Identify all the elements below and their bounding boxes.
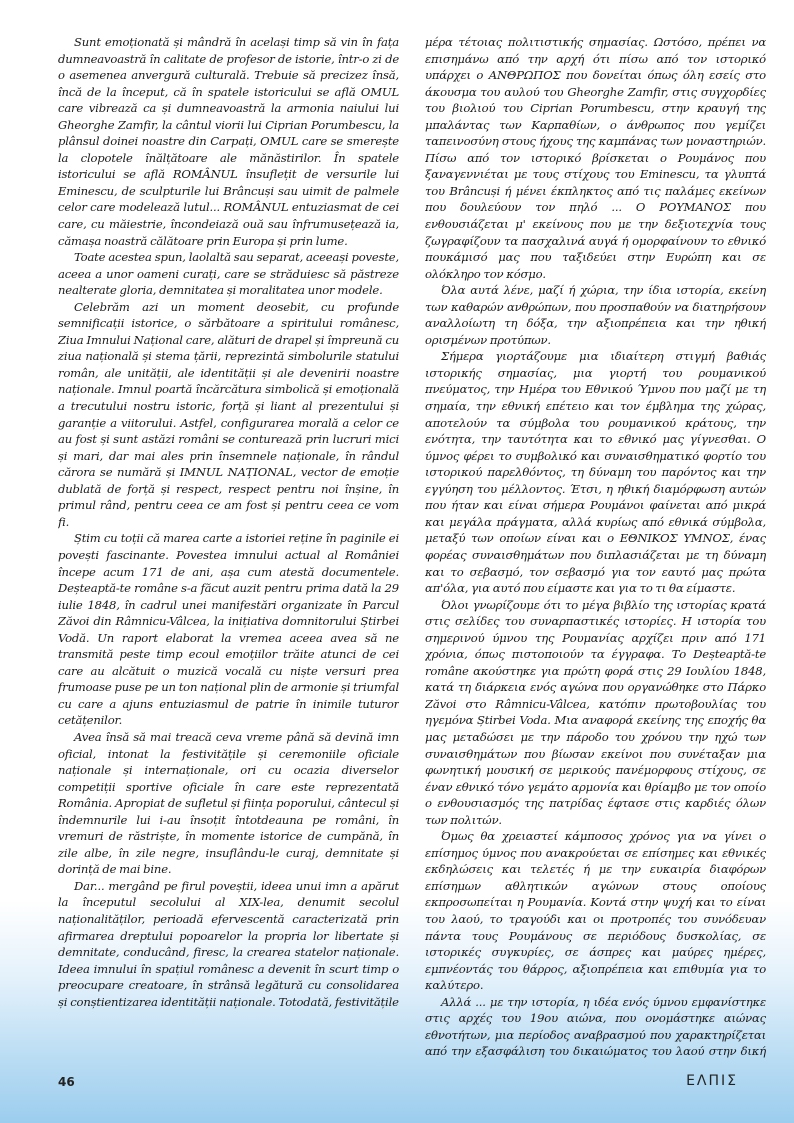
paragraph: Sunt emoționată și mândră în același timp să vin în fața dumneavoastră în calitate de profesor de istorie, într-o zi de o asemenea anvergură culturală. Trebuie să precizez însă, încă de la început, că în spatele istoricului se află OMUL care vibrează ca și dumneavoastră la armonia naiului lui Gheorghe Zamfir, la cântul viorii lui Ciprian Porumbescu, la plânsul doinei noastre din Carpați, OMUL care se smerește la clopotele înălțătoare ale mănăstirilor. În spatele istoricului se află ROMÂNUL însuflețit de versurile lui Eminescu, de sculpturile lui Brâncuși sau uimit de palmele celor care modelează lutul... ROMÂNUL entuziasmat de cei care, cu măiestrie, încondeiază ouă sau înfrumusețează ia, cămașa noastră călătoare prin Europa și prin lume. [58, 35, 399, 248]
paragraph: Știm cu toții că marea carte a istoriei reține în paginile ei povești fascinante. Povestea imnului actual al României începe acum 171 de ani, așa cum atestă documentele. Deșteaptă-te române s-a făcut auzit pentru prima dată la 29 iulie 1848, în cadrul unei manifestări organizate în Parcul Zăvoi din Râmnicu-Vâlcea, la inițiativa domnitorului Știrbei Vodă. Un raport elaborat la vremea aceea avea să ne transmită peste timp ecoul emoțiilor trăite atunci de cei care au alcătuit o muzică vocală cu niște versuri prea frumoase puse pe un ton național plin de armonie și triumfal cu care a ajuns entuziasmul de patrie în inimile tuturor cetățenilor. [58, 531, 399, 728]
page-number: 46 [58, 1075, 75, 1089]
greek-column [425, 34, 766, 1060]
paragraph: Dar... mergând pe firul poveștii, ideea unui imn a apărut la începutul secolului al XIX-lea, denumit secolul naționalităților, perioadă efervescentă caracterizată prin afirmarea dreptului popoarelor la propria lor libertate și demnitate, conducând, firesc, la crearea statelor naționale. Ideea imnului în spațiul românesc a devenit în scurt timp o preocupare creatoare, în strânsă legătură cu consolidarea și conștientizarea identității naționale. Totodată, festivitățile [58, 878, 399, 1009]
paragraph: Avea însă să mai treacă ceva vreme până să devină imn oficial, intonat la festivitățile și ceremoniile oficiale naționale și internaționale, ori cu ocazia diverselor competiții sportive oficiale în care este reprezentată România. Apropiat de sufletul și ființa poporului, cântecul și îndemnurile lui i-au însoțit întotdeauna pe români, în vremuri de răstriște, în momente istorice de cumpănă, în zile albe, în zile negre, insuflându-le curaj, demnitate și dorință de mai bine. [58, 729, 399, 877]
paragraph: Όμως θα χρειαστεί κάμποσος χρόνος για να γίνει ο επίσημος ύμνος που ανακρούεται σε επίσημες και εθνικές εκδηλώσεις και τελετές ή με την ευκαιρία διαφόρων επίσημων αθλητικών αγώνων στους οποίους εκπροσωπείται η Ρουμανία. Κοντά στην ψυχή και το είναι του λαού, το τραγούδι και οι προτροπές του συνόδευαν πάντα τους Ρουμάνους σε περιόδους δυσκολίας, σε ιστορικές συγκυρίες, σε άσπρες και μαύρες ημέρες, εμπνέοντάς του θάρρος, αξιοπρέπεια και επιθυμία για το καλύτερο. [425, 829, 766, 993]
paragraph: Όλοι γνωρίζουμε ότι το μέγα βιβλίο της ιστορίας κρατά στις σελίδες του συναρπαστικές ιστορίες. Η ιστορία του σημερινού ύμνου της Ρουμανίας αρχίζει πριν από 171 χρόνια, όπως πιστοποιούν τα έγγραφα. Το Deșteaptă-te române ακούστηκε για πρώτη φορά στις 29 Ιουλίου 1848, κατά τη διάρκεια ενός αγώνα που οργανώθηκε στο Πάρκο Zăvoi στο Râmnicu-Vâlcea, κατόπιν πρωτοβουλίας του ηγεμόνα Știrbei Voda. Μια αναφορά εκείνης της εποχής θα μας μεταδώσει με την πάροδο του χρόνου την ηχώ των συναισθημάτων που βίωσαν εκείνοι που συνέταξαν μια φωνητική μουσική σε μερικούς πανέμορφους στίχους, σε έναν εθνικό τόνο γεμάτο αρμονία και θρίαμβο με τον οποίο ο ενθουσιασμός της πατρίδας έφτασε στις καρδιές όλων των πολιτών. [425, 597, 766, 827]
paragraph: Celebrăm azi un moment deosebit, cu profunde semnificații istorice, o sărbătoare a spiritului românesc, Ziua Imnului Național care, alături de drapel și împreună cu ziua națională și stema țării, reprezintă simbolurile statului român, ale unității, ale identității și ale devenirii noastre naționale. Imnul poartă încărcătura simbolică și emoțională a trecutului nostru istoric, forță și liant al prezentului și garanție a viitorului. Astfel, configurarea morală a celor ce au fost și sunt astăzi români se conturează prin lucruri mici și mari, dar mai ales prin însemnele naționale, în rândul cărora se numără și IMNUL NAȚIONAL, vector de emoție dublată de forță și respect, respect pentru noi înșine, în primul rând, pentru ceea ce am fost și pentru ceea ce vom fi. [58, 299, 399, 529]
paragraph: μέρα τέτοιας πολιτιστικής σημασίας. Ωστόσο, πρέπει να επισημάνω από την αρχή ότι πίσω από τον ιστορικό υπάρχει ο ΑΝΘΡΩΠΟΣ που δονείται όπως όλη εσείς στο άκουσμα του αυλού του Gheorghe Zamfir, στις συγχορδίες του βιολιού του Ciprian Porumbescu, στην κραυγή της μπαλάντας των Καρπαθίων, ο άνθρωπος που γεμίζει ταπεινοσύνη στους ήχους της καμπάνας των μοναστηριών. Πίσω από τον ιστορικό βρίσκεται ο Ρουμάνος που ξαναγεννιέται με τους στίχους του Eminescu, τα γλυπτά του Brâncuși ή μένει έκπληκτος από τις παλάμες εκείνων που δουλεύουν τον πηλό ... Ο ΡΟΥΜΑΝΟΣ που ενθουσιάζεται μ' εκείνους που με την δεξιοτεχνία τους ζωγραφίζουν τα πασχαλινά αυγά ή ομορφαίνουν το εθνικό πουκάμισό μας που ταξιδεύει στην Ευρώπη και σε ολόκληρο τον κόσμο. [425, 35, 766, 281]
paragraph: Όλα αυτά λένε, μαζί ή χώρια, την ίδια ιστορία, εκείνη των καθαρών ανθρώπων, που προσπαθούν να διατηρήσουν αναλλοίωτη τη δόξα, την αξιοπρέπεια και την ηθική ορισμένων προτύπων. [425, 283, 766, 347]
paragraph: Αλλά ... με την ιστορία, η ιδέα ενός ύμνου εμφανίστηκε στις αρχές του 19ου αιώνα, που ονομάστηκε αιώνας εθνοτήτων, μια περίοδος αναβρασμού που χαρακτηρίζεται από την εξασφάλιση του δικαιώματος του λαού στην δική [425, 994, 766, 1059]
paragraph: Toate acestea spun, laolaltă sau separat, aceeași poveste, aceea a unor oameni curați, care se străduiesc să păstreze nealterate gloria, demnitatea și moralitatea unor modele. [58, 250, 399, 298]
publication-title: ΕΛΠΙΣ [686, 1073, 738, 1089]
paragraph: Σήμερα γιορτάζουμε μια ιδιαίτερη στιγμή βαθιάς ιστορικής σημασίας, μια γιορτή του ρουμανικού πνεύματος, την Ημέρα του Εθνικού Ύμνου που μαζί με τη σημαία, την εθνική επέτειο και τον έμβλημα της χώρας, αποτελούν τα σύμβολα του ρουμανικού κράτους, την ενότητα, την ταυτότητα και το εθνικό μας γίγνεσθαι. Ο ύμνος φέρει το συμβολικό και συναισθηματικό φορτίο του ιστορικού παρελθόντος, τη δύναμη του παρόντος και την εγγύηση του μέλλοντος. Έτσι, η ηθική διαμόρφωση αυτών που ήταν και είναι σήμερα Ρουμάνοι φαίνεται από μικρά και μεγάλα πράγματα, αλλά κυρίως από εθνικά σύμβολα, μεταξύ των οποίων είναι και ο ΕΘΝΙΚΟΣ ΥΜΝΟΣ, ένας φορέας συναισθημάτων που διπλασιάζεται με τη δύναμη και το σεβασμό, τον σεβασμό για τον εαυτό μας πρώτα απ'όλα, για αυτό που είμαστε και για το τι θα είμαστε. [425, 349, 766, 596]
article-body [58, 34, 766, 1060]
romanian-column [58, 34, 399, 1060]
